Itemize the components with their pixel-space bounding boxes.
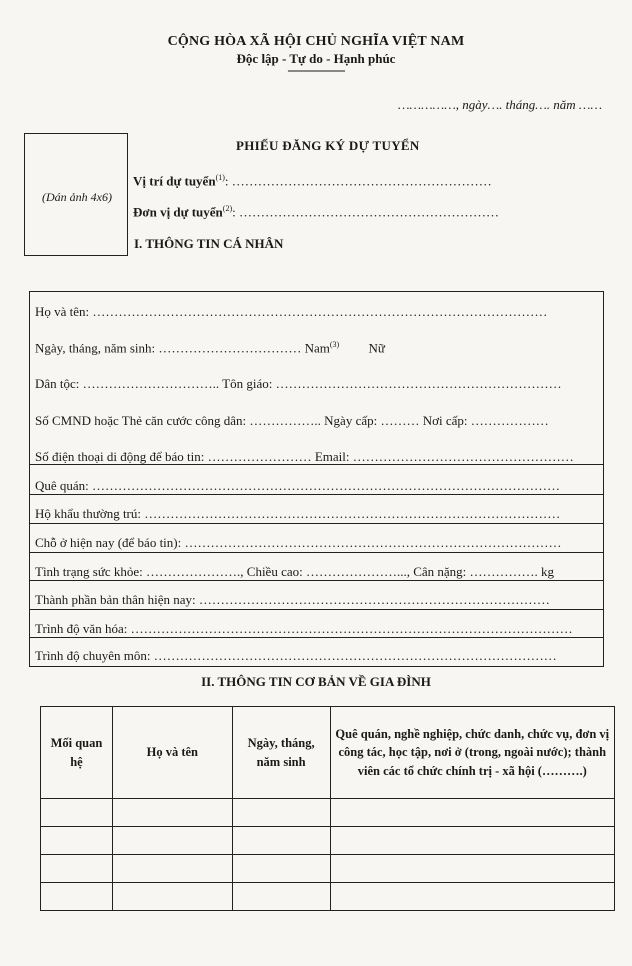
table-cell[interactable]: [41, 827, 113, 855]
row-divider: [30, 464, 603, 465]
national-motto: Độc lập - Tự do - Hạnh phúc: [236, 51, 396, 66]
table-cell[interactable]: [330, 827, 614, 855]
date-line: ……………, ngày…. tháng…. năm ……: [398, 97, 603, 112]
photo-placeholder-box: [24, 133, 128, 256]
gender-note: (3): [329, 340, 340, 349]
table-cell[interactable]: [112, 883, 232, 911]
personal-info-box: [29, 291, 604, 667]
col-full-name: Họ và tên: [112, 707, 232, 799]
table-cell[interactable]: [112, 799, 232, 827]
position-label: Vị trí dự tuyển: [133, 173, 216, 189]
field-permanent-residence[interactable]: Hộ khẩu thường trú: ……………………………………………………………………………………: [35, 506, 561, 521]
field-birth-date-gender[interactable]: Ngày, tháng, năm sinh: …………………………… Nam$^{(3)}$ Nữ: [35, 340, 385, 356]
position-field[interactable]: [133, 173, 492, 189]
row-divider: [30, 523, 603, 524]
table-cell[interactable]: [232, 827, 330, 855]
row-divider: [30, 637, 603, 638]
col-relationship: Mối quan hệ: [41, 707, 113, 799]
section1-title: I. THÔNG TIN CÁ NHÂN: [134, 236, 284, 251]
field-ethnicity-religion[interactable]: Dân tộc: ………………………….. Tôn giáo: …………………………………………………………: [35, 376, 562, 391]
photo-label: (Dán ảnh 4x6): [42, 190, 112, 204]
table-cell[interactable]: [112, 855, 232, 883]
unit-label: Đơn vị dự tuyển: [133, 204, 223, 220]
field-hometown[interactable]: Quê quán: ………………………………………………………………………………………………: [35, 478, 561, 493]
table-cell[interactable]: [232, 799, 330, 827]
table-row: [41, 855, 615, 883]
table-header-row: [41, 707, 615, 799]
field-health[interactable]: Tình trạng sức khỏe: …………………., Chiều cao: …………………..., Cân nặng: ……………. kg: [35, 564, 555, 579]
section2-title: II. THÔNG TIN CƠ BẢN VỀ GIA ĐÌNH: [201, 674, 431, 689]
field-id-card[interactable]: Số CMND hoặc Thẻ căn cước công dân: …………….. Ngày cấp: ……… Nơi cấp: ………………: [35, 413, 549, 428]
col-birth-date: Ngày, tháng, năm sinh: [232, 707, 330, 799]
family-table: [40, 706, 615, 911]
col-details: Quê quán, nghề nghiệp, chức danh, chức vụ, đơn vị công tác, học tập, nơi ở (trong, ngoài nước); thành viên các tổ chức chính trị - xã hội (……….): [330, 707, 614, 799]
table-cell[interactable]: [41, 855, 113, 883]
motto-underline: -------------------: [287, 63, 345, 77]
unit-field[interactable]: [133, 204, 499, 220]
field-phone-email[interactable]: Số điện thoại di động để báo tin: …………………… Email: ……………………………………………: [35, 449, 574, 464]
field-full-name[interactable]: Họ và tên: ……………………………………………………………………………………………: [35, 304, 548, 319]
table-cell[interactable]: [330, 883, 614, 911]
table-cell[interactable]: [41, 799, 113, 827]
table-cell[interactable]: [330, 855, 614, 883]
row-divider: [30, 609, 603, 610]
form-title: PHIẾU ĐĂNG KÝ DỰ TUYỂN: [236, 138, 420, 153]
position-note: (1): [215, 173, 225, 182]
row-divider: [30, 580, 603, 581]
unit-note: (2): [222, 204, 233, 213]
table-cell[interactable]: [232, 855, 330, 883]
table-row: [41, 827, 615, 855]
table-cell[interactable]: [330, 799, 614, 827]
table-cell[interactable]: [112, 827, 232, 855]
row-divider: [30, 552, 603, 553]
field-education-level[interactable]: Trình độ văn hóa: …………………………………………………………………………………………: [35, 621, 573, 636]
field-social-class[interactable]: Thành phần bản thân hiện nay: ………………………………………………………………………: [35, 592, 550, 607]
national-name: CỘNG HÒA XÃ HỘI CHỦ NGHĨA VIỆT NAM: [167, 34, 465, 49]
row-divider: [30, 494, 603, 495]
position-dots: : ……………………………………………………: [224, 173, 492, 189]
table-cell[interactable]: [41, 883, 113, 911]
unit-dots: : ……………………………………………………: [232, 204, 499, 220]
field-professional-level[interactable]: Trình độ chuyên môn: …………………………………………………………………………………: [35, 648, 557, 663]
table-row: [41, 883, 615, 911]
table-cell[interactable]: [232, 883, 330, 911]
table-row: [41, 799, 615, 827]
field-current-address[interactable]: Chỗ ở hiện nay (để báo tin): ……………………………………………………………………………: [35, 535, 562, 550]
